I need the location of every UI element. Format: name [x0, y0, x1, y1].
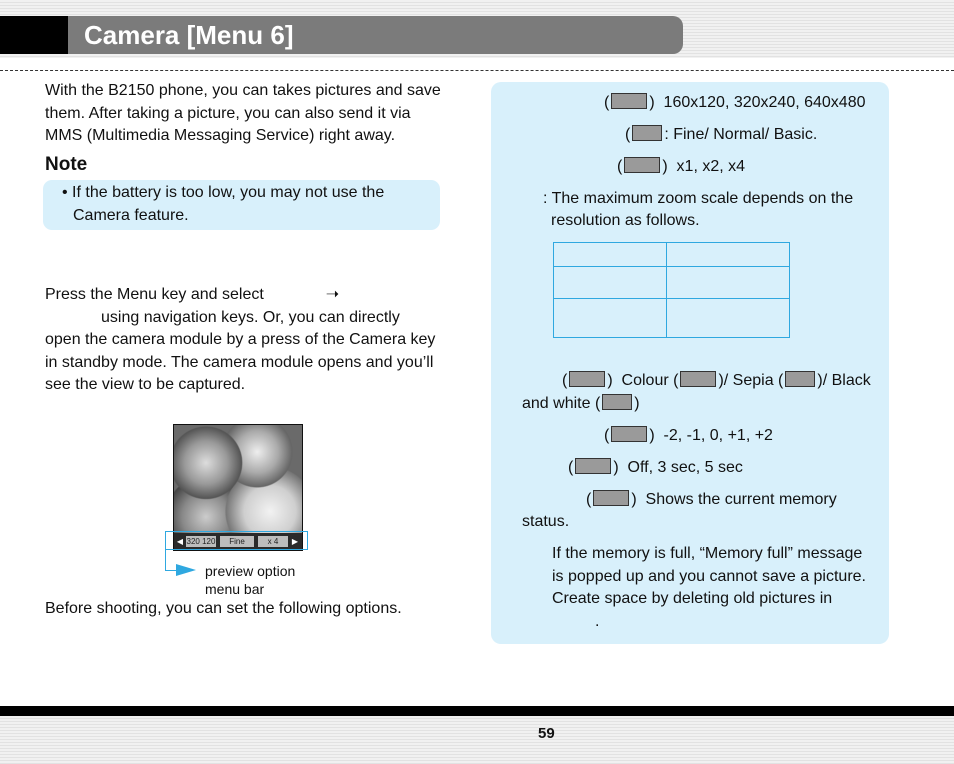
memory-option-line-2: status. [522, 513, 570, 530]
intro-paragraph: With the B2150 phone, you can takes pictures and save them. After taking a picture, you can also send it via MMS (Multimedia Messaging Service) right away. [45, 82, 441, 144]
preview-option-label: preview option menu bar [205, 563, 296, 597]
page-number: 59 [538, 725, 555, 742]
note-line-1: • If the battery is too low, you may not use the [62, 184, 385, 201]
callout-arrow-icon [176, 564, 196, 576]
oranges-photo [174, 425, 302, 533]
brightness-icon [611, 426, 647, 442]
note-text [62, 182, 422, 227]
effect-option-line: ( ) Colour ( )/ Sepia ( )/ Black [562, 372, 871, 389]
quality-icon [632, 125, 662, 141]
memory-option-line: ( ) Shows the current memory [586, 491, 837, 508]
zoom-option-line: ( ) x1, x2, x4 [617, 158, 746, 175]
page-title: Camera [Menu 6] [84, 20, 294, 50]
menu-bar-highlight-frame [165, 531, 308, 550]
zoom-note-line-2: resolution as follows. [551, 212, 700, 229]
quality-option-line: ( : Fine/ Normal/ Basic. [625, 126, 818, 143]
header-black-tab [0, 16, 70, 54]
brightness-option-line: ( ) -2, -1, 0, +1, +2 [604, 427, 773, 444]
note-line-2: Camera feature. [73, 206, 189, 224]
dashed-divider [0, 70, 954, 71]
resolution-icon [611, 93, 647, 109]
resolution-option: 320 120 [186, 537, 216, 546]
sepia-icon [785, 371, 815, 387]
footer-background [0, 716, 954, 764]
left-arrow-icon: ◀ [176, 537, 184, 546]
zoom-note-line-1: : The maximum zoom scale depends on the [543, 190, 854, 207]
press-paragraph [45, 284, 440, 397]
quality-option: Fine [220, 536, 254, 547]
memory-icon [593, 490, 629, 506]
press-line-2: using navigation keys. Or, you can directly [101, 308, 400, 326]
timer-icon [575, 458, 611, 474]
press-line-1: Press the Menu key and select [45, 286, 264, 303]
footer-bar [0, 706, 954, 716]
zoom-scale-table [553, 242, 790, 338]
timer-option-line: ( ) Off, 3 sec, 5 sec [568, 459, 743, 476]
press-line-5: see the view to be captured. [45, 376, 246, 393]
zoom-icon [624, 157, 660, 173]
press-line-4: in standby mode. The camera module opens and you’ll [45, 353, 434, 371]
table-row-divider [554, 266, 789, 267]
zoom-option: x 4 [258, 536, 288, 547]
colour-icon [680, 371, 716, 387]
black-white-icon [602, 394, 632, 410]
note-heading: Note [45, 154, 88, 175]
resolution-option-line: ( ) 160x120, 320x240, 640x480 [604, 94, 866, 111]
arrow-icon: ➝ [325, 286, 340, 303]
effect-icon [569, 371, 605, 387]
table-column-divider [666, 243, 667, 337]
table-row-divider [554, 298, 789, 299]
effect-option-line-2: and white ( ) [522, 395, 640, 412]
before-shooting-text: Before shooting, you can set the following options. [45, 600, 402, 617]
press-line-3: open the camera module by a press of the Camera key [45, 331, 436, 348]
right-arrow-icon: ▶ [291, 537, 299, 546]
memory-full-note: If the memory is full, “Memory full” message is popped up and you cannot save a picture. Create space by deleting old pictures in . [552, 545, 866, 630]
